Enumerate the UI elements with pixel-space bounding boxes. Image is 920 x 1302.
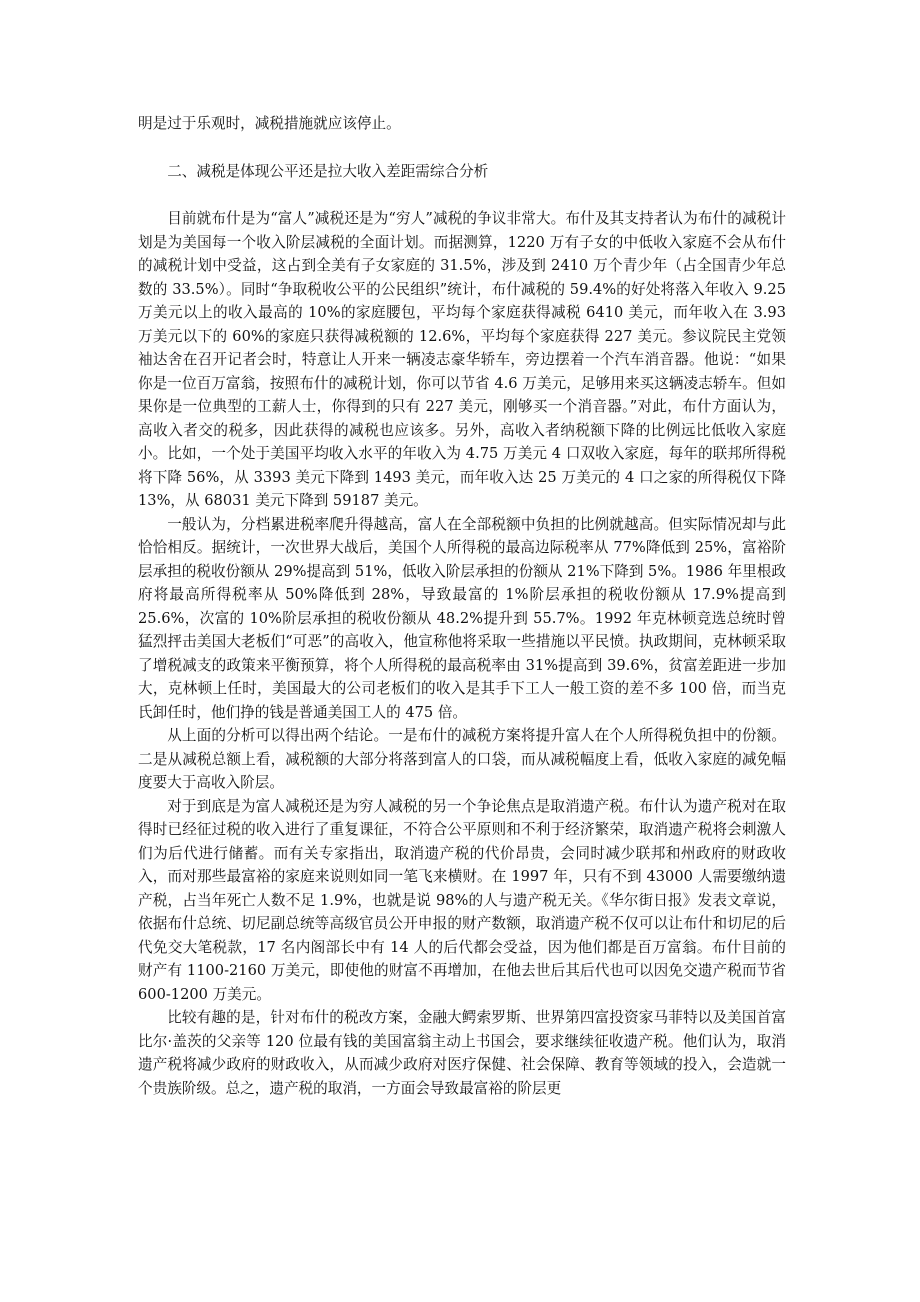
paragraph-4: 对于到底是为富人减税还是为穷人减税的另一个争论焦点是取消遗产税。布什认为遗产税对在取得时已经征过税的收入进行了重复课征，不符合公平原则和不利于经济繁荣，取消遗产税将会刺激人们为后代进行储蓄。而有关专家指出，取消遗产税的代价昂贵，会同时减少联邦和州政府的财政收入，而对那些最富裕的家庭来说则如同一笔飞来横财。在 1997 年，只有不到 43000 人需要缴纳遗产税，占当年死亡人数不足 1.9%，也就是说 98%的人与遗产税无关。《华尔街日报》发表文章说，依据布什总统、切尼副总统等高级官员公开申报的财产数额，取消遗产税不仅可以让布什和切尼的后代免交大笔税款，17 名内阁部长中有 14 人的后代都会受益，因为他们都是百万富翁。布什目前的财产有 1100-2160 万美元，即使他的财富不再增加，在他去世后其后代也可以因免交遗产税而节省 600-1200 万美元。 [138,797,786,1003]
section-heading: 二、减税是体现公平还是拉大收入差距需综合分析 [167,162,489,180]
paragraph-5: 比较有趣的是，针对布什的税改方案，金融大鳄索罗斯、世界第四富投资家马菲特以及美国首富比尔·盖茨的父亲等 120 位最有钱的美国富翁主动上书国会，要求继续征收遗产税。他们认为，取消遗产税将减少政府的财政收入，从而减少政府对医疗保健、社会保障、教育等领域的投入，会造就一个贵族阶级。总之，遗产税的取消，一方面会导致最富裕的阶层更 [138,1009,786,1097]
document-body [138,112,786,1100]
continuation-line: 明是过于乐观时，减税措施就应该停止。 [138,115,401,132]
paragraph-2: 一般认为，分档累进税率爬升得越高，富人在全部税额中负担的比例就越高。但实际情况却与此恰恰相反。据统计，一次世界大战后，美国个人所得税的最高边际税率从 77%降低到 25%，富裕阶层承担的税收份额从 29%提高到 51%，低收入阶层承担的份额从 21%下降到 5%。1986 年里根政府将最高所得税率从 50%降低到 28%，导致最富的 1%阶层承担的税收份额从 17.9%提高到 25.6%，次富的 10%阶层承担的税收份额从 48.2%提升到 55.7%。1992 年克林顿竞选总统时曾猛烈抨击美国大老板们“可恶”的高收入，他宣称他将采取一些措施以平民愤。执政期间，克林顿采取了增税减支的政策来平衡预算，将个人所得税的最高税率由 31%提高到 39.6%，贫富差距进一步加大，克林顿上任时，美国最大的公司老板们的收入是其手下工人一般工资的差不多 100 倍，而当克氏卸任时，他们挣的钱是普通美国工人的 475 倍。 [138,515,786,721]
paragraph-1: 目前就布什是为“富人”减税还是为“穷人”减税的争议非常大。布什及其支持者认为布什的减税计划是为美国每一个收入阶层减税的全面计划。而据测算，1220 万有子女的中低收入家庭不会从布什的减税计划中受益，这占到全美有子女家庭的 31.5%，涉及到 2410 万个青少年（占全国青少年总数的 33.5%）。同时“争取税收公平的公民组织”统计，布什减税的 59.4%的好处将落入年收入 9.25 万美元以上的收入最高的 10%的家庭腰包，平均每个家庭获得减税 6410 美元，而年收入在 3.93 万美元以下的 60%的家庭只获得减税额的 12.6%，平均每个家庭获得 227 美元。参议院民主党领袖达舍在召开记者会时，特意让人开来一辆凌志豪华轿车，旁边摆着一个汽车消音器。他说：“如果你是一位百万富翁，按照布什的减税计划，你可以节省 4.6 万美元，足够用来买这辆凌志轿车。但如果你是一位典型的工薪人士，你得到的只有 227 美元，刚够买一个消音器。”对此，布什方面认为，高收入者交的税多，因此获得的减税也应该多。另外，高收入者纳税额下降的比例远比低收入家庭小。比如，一个处于美国平均收入水平的年收入为 4.75 万美元 4 口双收入家庭，每年的联邦所得税将下降 56%，从 3393 美元下降到 1493 美元，而年收入达 25 万美元的 4 口之家的所得税仅下降 13%，从 68031 美元下降到 59187 美元。 [138,210,786,509]
paragraph-3: 从上面的分析可以得出两个结论。一是布什的减税方案将提升富人在个人所得税负担中的份额。二是从减税总额上看，减税额的大部分将落到富人的口袋，而从减税幅度上看，低收入家庭的减免幅度要大于高收入阶层。 [138,727,786,791]
